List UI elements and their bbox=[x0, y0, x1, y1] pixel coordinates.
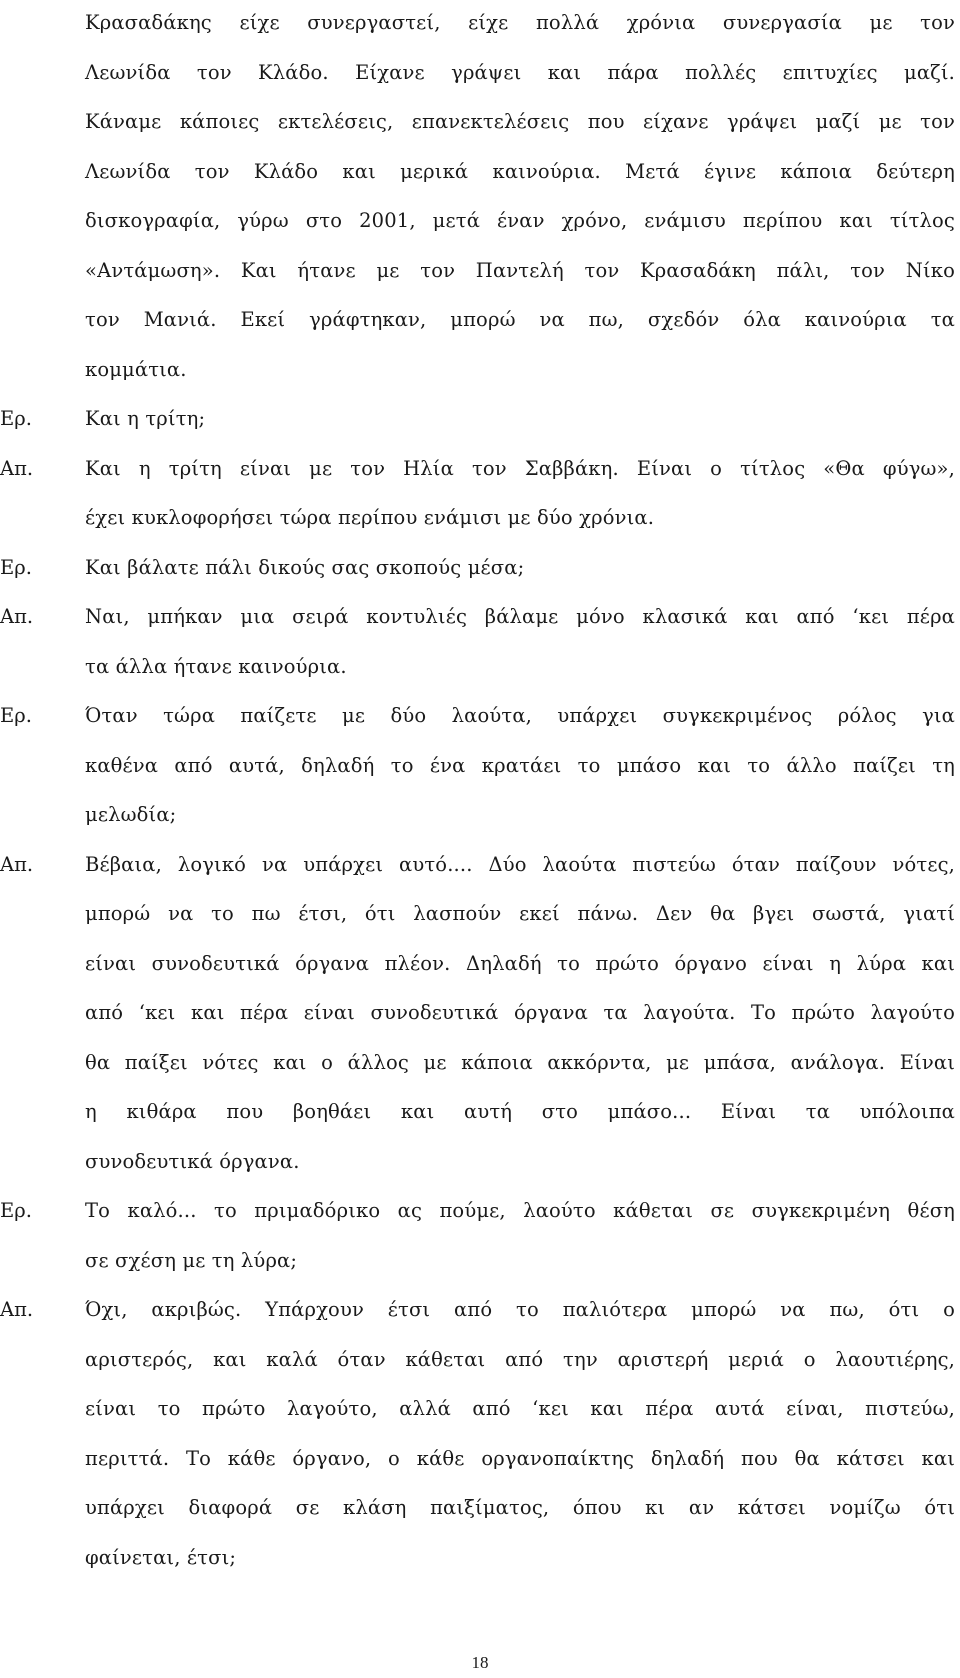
text-line: καθένα από αυτά, δηλαδή το ένα κρατάει το μπάσο και το άλλο παίζει τη bbox=[85, 753, 955, 777]
utterance-text bbox=[85, 543, 955, 593]
speaker-label: Απ. bbox=[0, 605, 34, 628]
utterance-text bbox=[85, 1285, 955, 1582]
text-line: τα άλλα ήτανε καινούρια. bbox=[85, 654, 347, 678]
text-line: θα παίξει νότες και ο άλλος με κάποια ακκόρντα, με μπάσα, ανάλογα. Είναι bbox=[85, 1050, 955, 1074]
text-line: Βέβαια, λογικό να υπάρχει αυτό.... Δύο λαούτα πιστεύω όταν παίζουν νότες, bbox=[85, 852, 955, 876]
text-line: Κάναμε κάποιες εκτελέσεις, επανεκτελέσεις που είχανε γράψει μαζί με τον bbox=[85, 110, 955, 133]
dialogue-entry bbox=[0, 1285, 955, 1582]
text-line: κομμάτια. bbox=[85, 357, 187, 381]
page-number: 18 bbox=[471, 1653, 489, 1672]
text-line: Λεωνίδα τον Κλάδο και μερικά καινούρια. Μετά έγινε κάποια δεύτερη bbox=[85, 159, 955, 183]
speaker-label: Ερ. bbox=[0, 555, 32, 579]
text-line: έχει κυκλοφορήσει τώρα περίπου ενάμισι με δύο χρόνια. bbox=[85, 506, 655, 529]
speaker-label: Ερ. bbox=[0, 1199, 32, 1222]
text-line: μελωδία; bbox=[85, 803, 177, 826]
text-line: μπορώ να το πω έτσι, ότι λασπούν εκεί πάνω. Δεν θα βγει σωστά, γιατί bbox=[85, 902, 955, 925]
text-line: περιττά. Το κάθε όργανο, ο κάθε οργανοπαίκτης δηλαδή που θα κάτσει και bbox=[85, 1446, 955, 1470]
speaker-label: Απ. bbox=[0, 1298, 34, 1321]
text-line: η κιθάρα που βοηθάει και αυτή στο μπάσο... Είναι τα υπόλοιπα bbox=[85, 1100, 955, 1123]
text-line: τον Μανιά. Εκεί γράφτηκαν, μπορώ να πω, σχεδόν όλα καινούρια τα bbox=[85, 308, 955, 331]
dialogue-entry bbox=[0, 444, 955, 543]
dialogue-continuation bbox=[85, 0, 955, 394]
text-line: δισκογραφία, γύρω στο 2001, μετά έναν χρόνο, ενάμισυ περίπου και τίτλος bbox=[85, 209, 955, 232]
text-line: Λεωνίδα τον Κλάδο. Είχανε γράψει και πάρα πολλές επιτυχίες μαζί. bbox=[85, 60, 955, 84]
text-line: από ‘κει και πέρα είναι συνοδευτικά όργανα τα λαγούτα. Το πρώτο λαγούτο bbox=[85, 1001, 955, 1024]
speaker-label: Ερ. bbox=[0, 704, 32, 727]
text-line: υπάρχει διαφορά σε κλάση παιξίματος, όπου κι αν κάτσει νομίζω ότι bbox=[85, 1496, 955, 1519]
dialogue-entry bbox=[0, 543, 955, 593]
text-line: Ναι, μπήκαν μια σειρά κοντυλιές βάλαμε μόνο κλασικά και από ‘κει πέρα bbox=[85, 605, 955, 628]
text-line: Κρασαδάκης είχε συνεργαστεί, είχε πολλά χρόνια συνεργασία με τον bbox=[85, 11, 955, 34]
dialogue-entry bbox=[0, 840, 955, 1187]
utterance-text bbox=[85, 592, 955, 691]
text-line: Όταν τώρα παίζετε με δύο λαούτα, υπάρχει συγκεκριμένος ρόλος για bbox=[85, 704, 955, 727]
dialogue-entry bbox=[0, 691, 955, 840]
text-line: φαίνεται, έτσι; bbox=[85, 1545, 237, 1569]
text-line: είναι συνοδευτικά όργανα πλέον. Δηλαδή το πρώτο όργανο είναι η λύρα και bbox=[85, 951, 955, 975]
utterance-text bbox=[85, 691, 955, 840]
utterance-text bbox=[85, 444, 955, 543]
text-line: Και η τρίτη είναι με τον Ηλία τον Σαββάκη. Είναι ο τίτλος «Θα φύγω», bbox=[85, 456, 955, 480]
dialogue-entry bbox=[0, 592, 955, 691]
utterance-text bbox=[85, 1186, 955, 1285]
dialogue-entry bbox=[0, 1186, 955, 1285]
utterance-text bbox=[85, 840, 955, 1187]
dialogue-entry bbox=[0, 394, 955, 444]
speaker-label: Ερ. bbox=[0, 407, 32, 430]
text-line: Όχι, ακριβώς. Υπάρχουν έτσι από το παλιότερα μπορώ να πω, ότι ο bbox=[85, 1298, 955, 1321]
utterance-text bbox=[85, 0, 955, 394]
text-line: σε σχέση με τη λύρα; bbox=[85, 1248, 298, 1272]
text-line: Και βάλατε πάλι δικούς σας σκοπούς μέσα; bbox=[85, 555, 525, 579]
text-line: Και η τρίτη; bbox=[85, 407, 206, 430]
speaker-label: Απ. bbox=[0, 456, 34, 480]
text-line: «Αντάμωση». Και ήτανε με τον Παντελή τον Κρασαδάκη πάλι, τον Νίκο bbox=[85, 258, 955, 282]
text-line: συνοδευτικά όργανα. bbox=[85, 1149, 300, 1173]
text-line: είναι το πρώτο λαγούτο, αλλά από ‘κει και πέρα αυτά είναι, πιστεύω, bbox=[85, 1397, 955, 1420]
speaker-label: Απ. bbox=[0, 852, 34, 876]
text-line: Το καλό... το πριμαδόρικο ας πούμε, λαούτο κάθεται σε συγκεκριμένη θέση bbox=[85, 1199, 955, 1222]
utterance-text bbox=[85, 394, 955, 444]
text-line: αριστερός, και καλά όταν κάθεται από την αριστερή μεριά ο λαουτιέρης, bbox=[85, 1347, 955, 1371]
